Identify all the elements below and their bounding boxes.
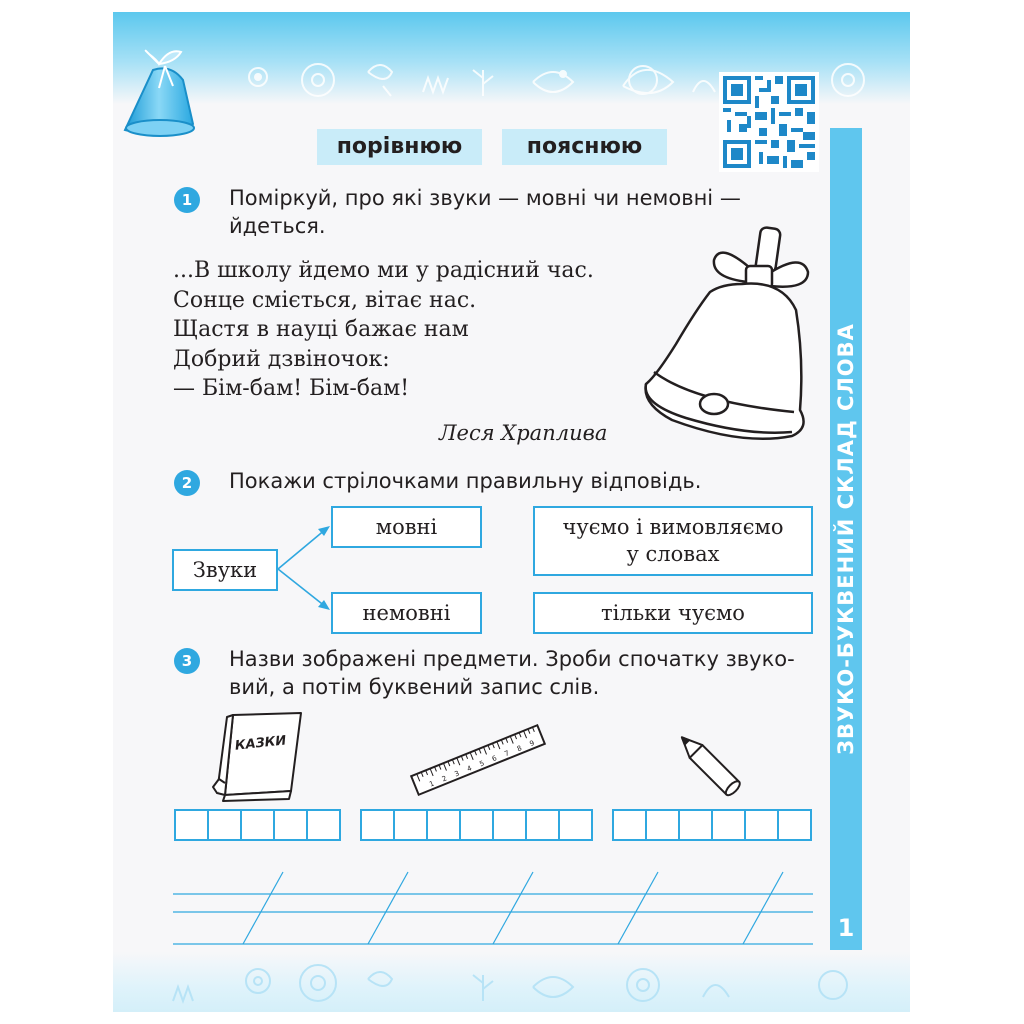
letter-cell[interactable]	[395, 811, 428, 839]
letter-cell[interactable]	[647, 811, 680, 839]
poem-author: Леся Храплива	[439, 421, 608, 445]
letter-cell[interactable]	[746, 811, 779, 839]
ruler-mark: 7	[503, 749, 511, 759]
letter-cell[interactable]	[461, 811, 494, 839]
letter-cell[interactable]	[209, 811, 242, 839]
book-illustration	[205, 707, 305, 802]
poem-line-2: Сонце сміється, вітає нас.	[173, 287, 477, 313]
letter-cell[interactable]	[560, 811, 591, 839]
task3-instruction	[229, 645, 819, 701]
writing-lines[interactable]	[173, 872, 813, 952]
pencil-illustration	[673, 722, 753, 812]
workbook-page	[113, 12, 910, 1012]
ruler-mark: 5	[478, 759, 486, 769]
letter-cell[interactable]	[242, 811, 275, 839]
poem-line-1: ...В школу йдемо ми у радісний час.	[173, 258, 594, 283]
school-bell-illustration	[638, 220, 798, 450]
letter-cell[interactable]	[779, 811, 810, 839]
tag-explain: пояснюю	[502, 129, 667, 165]
letter-cell[interactable]	[494, 811, 527, 839]
letter-cell[interactable]	[713, 811, 746, 839]
ruler-mark: 9	[528, 739, 536, 749]
letter-cell[interactable]	[527, 811, 560, 839]
task2-instruction: Покажи стрілочками правильну відповідь.	[229, 469, 702, 493]
book-label: КАЗКИ	[234, 733, 287, 754]
ruler-mark: 8	[515, 744, 524, 754]
ruler-mark: 6	[490, 754, 499, 764]
answer-box-hear-and-say[interactable]: чуємо і вимовляємо у словах	[533, 506, 813, 576]
task-number-3: 3	[174, 648, 200, 674]
bell-ornament-icon	[115, 42, 205, 142]
task-number-1: 1	[174, 187, 200, 213]
task3-line1: Назви зображені предмети. Зроби спочатку звуко-	[229, 647, 795, 671]
letter-cell[interactable]	[176, 811, 209, 839]
letter-cell[interactable]	[275, 811, 308, 839]
task3-line2: вий, а потім буквений запис слів.	[229, 675, 600, 699]
ruler-mark: 2	[440, 774, 448, 784]
section-title: ЗВУКО-БУКВЕНИЙ СКЛАД СЛОВА	[834, 323, 858, 755]
poem-line-3: Щастя в науці бажає нам	[173, 317, 469, 342]
arrow-up-line	[278, 529, 326, 569]
source-box-sounds: Звуки	[172, 549, 278, 591]
letter-cell[interactable]	[614, 811, 647, 839]
letter-cell[interactable]	[428, 811, 461, 839]
ruler-mark: 4	[465, 764, 473, 774]
letter-grid-3	[612, 809, 812, 841]
ruler-mark: 3	[453, 769, 461, 779]
arrows	[278, 517, 334, 617]
page-number: 1	[837, 914, 855, 942]
task1-line2: йдеться.	[229, 214, 326, 238]
task-number-2: 2	[174, 470, 200, 496]
letter-grid-2	[360, 809, 593, 841]
answer-box-only-hear[interactable]: тільки чуємо	[533, 592, 813, 634]
option-box-speech[interactable]: мовні	[331, 506, 482, 548]
footer-ornament	[113, 957, 910, 1012]
poem	[173, 256, 594, 404]
ruler-illustration	[408, 724, 548, 796]
letter-grid-1	[174, 809, 341, 841]
tag-compare: порівнюю	[317, 129, 482, 165]
qr-code-icon[interactable]	[719, 72, 819, 172]
poem-line-5: — Бім-бам! Бім-бам!	[173, 376, 410, 401]
letter-cell[interactable]	[362, 811, 395, 839]
letter-cell[interactable]	[680, 811, 713, 839]
poem-line-4: Добрий дзвіночок:	[173, 346, 390, 372]
letter-cell[interactable]	[308, 811, 339, 839]
task1-line1: Поміркуй, про які звуки — мовні чи немовні —	[229, 186, 741, 210]
arrow-down-line	[278, 569, 326, 607]
option-box-nonspeech[interactable]: немовні	[331, 592, 482, 634]
ruler-mark: 1	[428, 779, 436, 789]
